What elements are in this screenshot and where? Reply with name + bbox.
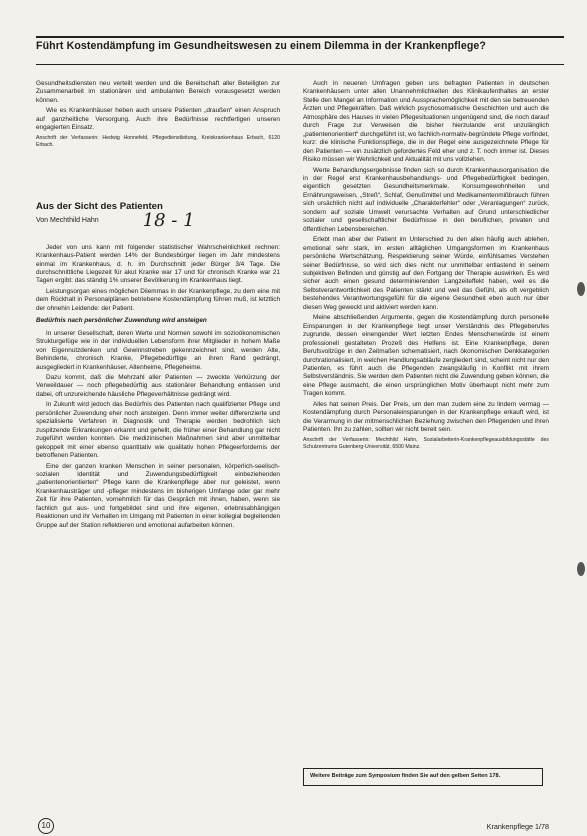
author-name: Von Mechthild Hahn <box>36 217 99 225</box>
boxed-note: Weitere Beiträge zum Symposium finden Sie auf den gelben Seiten 178. <box>303 768 543 786</box>
body-paragraph-1: Jeder von uns kann mit folgender statistischer Wahrscheinlichkeit rechnen: Krankenhaus-Patient werden 14% der Bundesbürger liegen im Jahr mindestens einmal im Krankenhaus, d. h. im Durchschnitt jeder Bürger 3/4 Tage. Die durchschnittliche Liegezeit für akut Kranke war 17 und für chronisch Kranke war 21 Tagen ergibt: das ständig 1% unserer Bevölkerung im Krankenhaus liegt. <box>36 243 280 285</box>
body-paragraph-6: Eine der ganzen kranken Menschen in seiner personalen, körperlich-seelisch-sozialen Identität und Zuwendungsbedürftigkeit einbeziehenden „patientenorientierten“ Pflege kann die Krankenpflege aber nur geleistet, wenn Krankenhausträger und -pfleger mindestens im bisherigen Umfange oder gar mehr Zeit für ihre Patienten, vornehmlich für das Gespräch mit ihnen, haben, wenn sie fachlich gut aus- und fortgebildet sind und ihre eigenen, erlebnisabhängigen Reaktionen und ihr Verhalten im Umgang mit Patienten in einer kollegial begleitenden Gruppe auf der Station reflektieren und emotional aufarbeiten können. <box>36 462 280 529</box>
body-paragraph-2: Leistungsorgan eines möglichen Dilemmas in der Krankenpflege, zu dem eine mit dem Rückhalt in Personalplänen betriebene Kostendämpfung führen muß, ist letztlich der ohnehin Leidende: der Patient. <box>36 287 280 312</box>
headline-rule <box>36 64 564 65</box>
intro-paragraph-1: Gesundheitsdiensten neu verteilt werden und die Bereitschaft aller Beteiligten zur Zusammenarbeit im stationären und ambulanten Bereich vorausgesetzt werden können. <box>36 80 280 104</box>
body-paragraph-3: In unserer Gesellschaft, deren Werte und Normen sowohl im sozioökonomischen Strukturgefüge wie in der individuellen Lebensform ihrer Mitglieder in hohem Maße von Eigennutzdenken und Gewinnstreben gekennzeichnet sind, werden Alte, Behinderte, chronisch Kranke, Pflegebedürftige an ihren Rand gedrängt, ausgegliedert in Krankenhäuser, Altenheime, Pflegeheime. <box>36 329 280 371</box>
author-credit-2: Anschrift der Verfasserin: Mechthild Hahn, Sozialarbeiterin-Krankenpflegeausbildungsstätte des Schulzentrums Gutenberg-Universität, 6500 Mainz. <box>303 436 549 450</box>
intro-paragraph-2: Wie es Krankenhäuser heben auch unsere Patienten „draußen“ einen Anspruch auf ganzheitliche Versorgung. Auch ihre Bedürfnisse rechtfertigen unseren engagierten Einsatz. <box>36 107 280 132</box>
byline <box>36 210 280 232</box>
top-rule <box>36 36 564 38</box>
subheading: Bedürfnis nach persönlicher Zuwendung wird ansteigen <box>36 317 207 325</box>
right-column <box>303 80 549 451</box>
section-title: Aus der Sicht des Patienten <box>36 200 163 212</box>
right-paragraph-4: Meine abschließenden Argumente, gegen die Kostendämpfung durch personelle Einsparungen in der Krankenpflege liegt unser Verständnis des Pflegeberufes zugrunde, dessen einengender Wert letzten Endes Menschenwürde ist einem professionell gestalteten Prozeß des Helfens ist. Eine Krankenpflege, deren Berufsvollzüge in den Zeitmaßen schematisiert, nach ökonomischen Denkkategorien durchrationalisiert, in welchen Handlungsabläufe zergliedert sind, scheint nicht nur den Patienten, es führt auch die Pflegenden zwangsläufig in Konflikt mit ihrem Selbstverständnis. Sie werden dem Patienten nicht die Zuwendung geben können, die eine Pflege ausmacht, die einen ursprünglichen Motiv überhaupt nicht mehr zum Tragen kommt. <box>303 314 549 398</box>
right-paragraph-5: Alles hat seinen Preis. Der Preis, um den man zudem eine zu lindern vermag — Kostendämpfung durch Personaleinsparungen in der Krankenpflege erkauft wird, ist die Verarmung in der mitmenschlichen Beziehung zwischen den Pflegenden und ihren Patienten. Ihn zu zahlen, sollten wir nicht bereit sein. <box>303 400 549 434</box>
running-footer: Krankenpflege 1/78 <box>486 822 549 831</box>
punch-hole-lower <box>577 562 585 576</box>
punch-hole-upper <box>577 282 585 296</box>
page-headline: Führt Kostendämpfung im Gesundheitswesen zu einem Dilemma in der Krankenpflege? <box>36 40 486 52</box>
page-number: 10 <box>38 818 54 834</box>
author-credit-1: Anschrift der Verfasserin: Hedwig Honnefeld, Pflegedienstleitung, Kreiskrankenhaus Erbach, 6120 Erbach. <box>36 134 280 148</box>
body-paragraph-5: In Zukunft wird jedoch das Bedürfnis des Patienten nach qualifizierter Pflege und persönlicher Zuwendung eher noch ansteigen. Denn immer weiter differenzierte und spezialisierte Verfahren in Diagnostik und Therapie werden bedrohlich sich zuspitzende Erkrankungen erkannt und gehellt, die früher einer Behandlung gar nicht zugeführt werden konnten. Die medizinischen Maßnahmen sind aber unmittelbar gekoppelt mit einer ebenso quantitativ wie qualitativ hohen Pflegeerfordernis der betroffenen Patienten. <box>36 401 280 460</box>
right-paragraph-2: Werte Behandlungsergebnisse finden sich so durch Krankenhausorganisation die in der Regel erst Krankenhausbehandlungs- und Pflegebedürftigkeit bedingen, eigentlich gesetzten Gesundheitsmerkmale. Konsumgewohnheiten und Ernährungsweisen, „Streß“, Schlaf, Genußmittel und Medikamentenmißbrauch führen sich ursächlich nicht auf individuelle „Charakterfehler“ oder „Veranlagungen“ zurück, sondern auf soziale Umwelt verursachte Verhalten auf Grund unterschiedlicher sozialer und gesellschaftlicher Bedürfnisse in den beruflichen, privaten und öffentlichen Lebensbereichen. <box>303 166 549 233</box>
left-column <box>36 80 280 532</box>
right-paragraph-1: Auch in neueren Umfragen geben uns befragten Patienten in deutschen Krankenhäusern unter allen Unannehmlichkeiten des Klinikaufenthaltes an erster Stelle den Mangel an Information und Aussprachemöglichkeit mit den sie betreuenden Ärzten und Pflegekräften. Daß wirklich psychosomatische Geschichten und auch die Atmosphäre des Hauses in vielen Pflegesituationen ungenügend sind, die noch darauf durch Frage zur Verweisen die bisher hierzulande erst unzulänglich „patientenorientiert“ durchgeführt ist, wo fachlich-normativ-begründete Pflege vorfindet, kurz: die klinische Funktionspflege, die in der Regel eine ausgezeichnete Pflege für den Patienten — ein zusätzlich gefordertes Feld eher und z. T. noch immer ist. Dieses Risiko müssen wir Wehrlichkeit und Aktualität mit uns vollziehen. <box>303 80 549 164</box>
body-paragraph-4: Dazu kommt, daß die Mehrzahl aller Patienten — zweckte Verkürzung der Verweildauer — noch pflegebedürftig aus stationärer Behandlung entlassen und dabei, oft unzureichende häusliche Pflegeverhältnisse gedrängt wird. <box>36 373 280 398</box>
handwritten-mark: 18 - 1 <box>142 210 195 232</box>
right-paragraph-3: Erlebt man aber der Patient im Unterschied zu den allen häufig auch ablehen, emotional sehr stark, im ersten alltäglichen Umgangsformen im Krankenhaus persönliche Wertschätzung, Respektierung seiner Würde, einfühlsames Verstehen seiner Bedürfnisse, so wird sich dies nicht nur unmittelbar entlastend in seinem subjektiven Befinden und günstig auf den Fortgang der Therapie auswirken. Es wird sicher auch einen gesund determinierenden Langzeiteffekt haben, weil es die Selbstverantwortlichkeit des Patienten stärkt und weil das Gefühl, als oft vergeblich bestehendes Verantwortungsgefühl für die eigene Gesundheit eben auch nur über diesen Weg geweckt und aktiviert werden kann. <box>303 236 549 311</box>
